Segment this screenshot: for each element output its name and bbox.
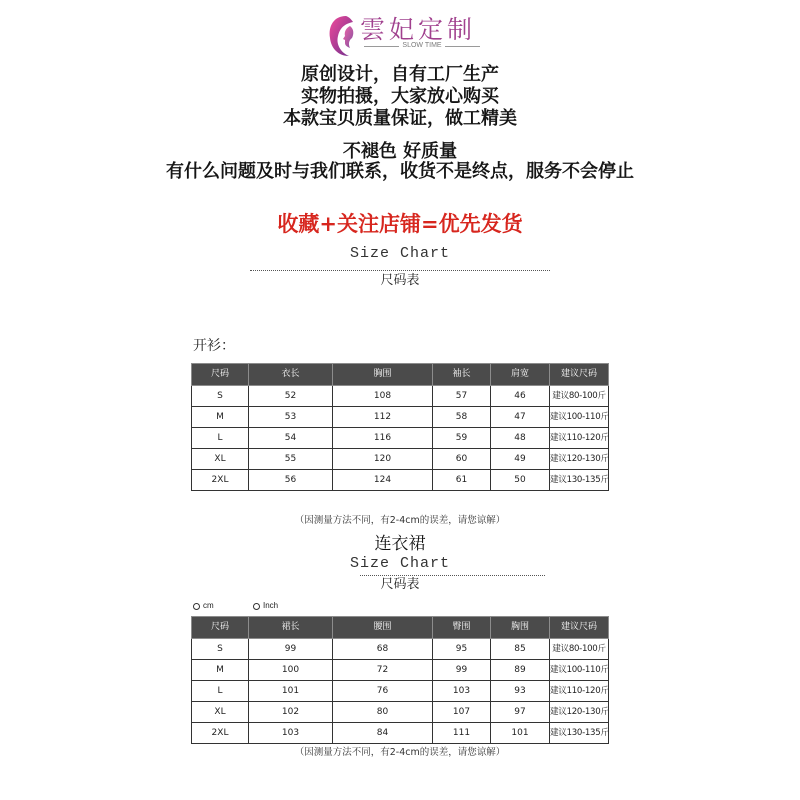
- measurement-cell: 120: [333, 449, 433, 470]
- measurement-cell: 50: [491, 470, 550, 491]
- promo-banner: 收藏+关注店铺=优先发货: [277, 211, 523, 236]
- suggested-size-cell: 建议110-120斤: [550, 681, 609, 702]
- column-header: 尺码: [192, 617, 249, 639]
- unit-label: cm: [203, 601, 214, 610]
- measurement-cell: 52: [249, 386, 333, 407]
- intro-line: 实物拍摄，大家放心购买: [301, 86, 499, 107]
- measurement-cell: 99: [433, 660, 491, 681]
- column-header: 臀围: [433, 617, 491, 639]
- column-header: 衣长: [249, 364, 333, 386]
- column-header: 袖长: [433, 364, 491, 386]
- measurement-cell: 46: [491, 386, 550, 407]
- measurement-cell: 49: [491, 449, 550, 470]
- measurement-cell: 107: [433, 702, 491, 723]
- measurement-cell: 76: [333, 681, 433, 702]
- table-row: [192, 660, 609, 681]
- cardigan-label: 开衫：: [193, 338, 235, 354]
- size-chart-heading-cn: 尺码表: [380, 577, 420, 592]
- table-header-row: [192, 364, 609, 386]
- measurement-cell: 116: [333, 428, 433, 449]
- promise-line: 有什么问题及时与我们联系，收货不是终点，服务不会停止: [166, 161, 634, 182]
- measurement-cell: 59: [433, 428, 491, 449]
- size-chart-heading-en: Size Chart: [349, 555, 450, 572]
- suggested-size-cell: 建议80-100斤: [550, 386, 609, 407]
- column-header: 建议尺码: [550, 617, 609, 639]
- size-chart-divider: [360, 575, 545, 576]
- measurement-cell: 102: [249, 702, 333, 723]
- measurement-cell: 53: [249, 407, 333, 428]
- size-chart-heading-cn: 尺码表: [380, 273, 420, 288]
- table-row: [192, 470, 609, 491]
- measurement-cell: 80: [333, 702, 433, 723]
- size-cell: S: [192, 639, 249, 660]
- measurement-cell: 89: [491, 660, 550, 681]
- size-cell: XL: [192, 449, 249, 470]
- measurement-cell: 93: [491, 681, 550, 702]
- tagline-rule: [445, 46, 480, 47]
- measurement-cell: 48: [491, 428, 550, 449]
- suggested-size-cell: 建议120-130斤: [550, 702, 609, 723]
- measurement-cell: 72: [333, 660, 433, 681]
- table-row: [192, 723, 609, 744]
- unit-label: Inch: [263, 601, 279, 610]
- table-row: [192, 702, 609, 723]
- size-cell: 2XL: [192, 723, 249, 744]
- column-header: 裙长: [249, 617, 333, 639]
- table-row: [192, 428, 609, 449]
- suggested-size-cell: 建议80-100斤: [550, 639, 609, 660]
- measurement-cell: 61: [433, 470, 491, 491]
- measurement-cell: 108: [333, 386, 433, 407]
- measurement-cell: 47: [491, 407, 550, 428]
- measurement-cell: 68: [333, 639, 433, 660]
- measurement-cell: 101: [249, 681, 333, 702]
- intro-line: 原创设计，自有工厂生产: [301, 64, 499, 85]
- radio-circle-icon[interactable]: [193, 603, 200, 610]
- size-cell: L: [192, 428, 249, 449]
- brand-tagline: [364, 42, 480, 50]
- column-header: 建议尺码: [550, 364, 609, 386]
- measurement-cell: 97: [491, 702, 550, 723]
- size-cell: L: [192, 681, 249, 702]
- tagline-rule: [364, 46, 399, 47]
- measurement-cell: 95: [433, 639, 491, 660]
- size-cell: M: [192, 407, 249, 428]
- measurement-cell: 55: [249, 449, 333, 470]
- size-cell: M: [192, 660, 249, 681]
- column-header: 肩宽: [491, 364, 550, 386]
- table-row: [192, 449, 609, 470]
- measurement-note: （因测量方法不同，有2-4cm的误差，请您谅解）: [294, 747, 506, 758]
- size-cell: 2XL: [192, 470, 249, 491]
- size-chart-heading-en: Size Chart: [349, 245, 450, 262]
- column-header: 胸围: [333, 364, 433, 386]
- suggested-size-cell: 建议130-135斤: [550, 470, 609, 491]
- measurement-cell: 101: [491, 723, 550, 744]
- measurement-cell: 103: [433, 681, 491, 702]
- suggested-size-cell: 建议130-135斤: [550, 723, 609, 744]
- dress-title: 连衣裙: [374, 534, 426, 554]
- measurement-cell: 84: [333, 723, 433, 744]
- table-row: [192, 407, 609, 428]
- measurement-cell: 111: [433, 723, 491, 744]
- size-chart-divider: [250, 270, 550, 271]
- measurement-cell: 60: [433, 449, 491, 470]
- table-header-row: [192, 617, 609, 639]
- measurement-cell: 56: [249, 470, 333, 491]
- measurement-cell: 99: [249, 639, 333, 660]
- measurement-cell: 124: [333, 470, 433, 491]
- measurement-cell: 85: [491, 639, 550, 660]
- brand-tagline-text: SLOW TIME: [402, 42, 442, 49]
- table-row: [192, 386, 609, 407]
- suggested-size-cell: 建议100-110斤: [550, 407, 609, 428]
- measurement-cell: 112: [333, 407, 433, 428]
- radio-circle-icon[interactable]: [253, 603, 260, 610]
- column-header: 腰围: [333, 617, 433, 639]
- woman-profile-logo-icon: [328, 14, 356, 58]
- table-row: [192, 639, 609, 660]
- size-cell: S: [192, 386, 249, 407]
- suggested-size-cell: 建议120-130斤: [550, 449, 609, 470]
- measurement-cell: 54: [249, 428, 333, 449]
- column-header: 尺码: [192, 364, 249, 386]
- measurement-cell: 100: [249, 660, 333, 681]
- size-cell: XL: [192, 702, 249, 723]
- table-row: [192, 681, 609, 702]
- measurement-cell: 58: [433, 407, 491, 428]
- cardigan-size-table: [191, 363, 609, 491]
- measurement-cell: 57: [433, 386, 491, 407]
- unit-option-inch[interactable]: [253, 601, 278, 611]
- brand-name: 雲妃定制: [360, 15, 477, 44]
- promise-line: 不褪色 好质量: [342, 141, 458, 162]
- suggested-size-cell: 建议110-120斤: [550, 428, 609, 449]
- measurement-cell: 103: [249, 723, 333, 744]
- column-header: 胸围: [491, 617, 550, 639]
- measurement-note: （因测量方法不同，有2-4cm的误差，请您谅解）: [294, 515, 506, 526]
- unit-option-cm[interactable]: [193, 601, 214, 611]
- intro-line: 本款宝贝质量保证，做工精美: [283, 108, 517, 129]
- dress-size-table: [191, 616, 609, 744]
- suggested-size-cell: 建议100-110斤: [550, 660, 609, 681]
